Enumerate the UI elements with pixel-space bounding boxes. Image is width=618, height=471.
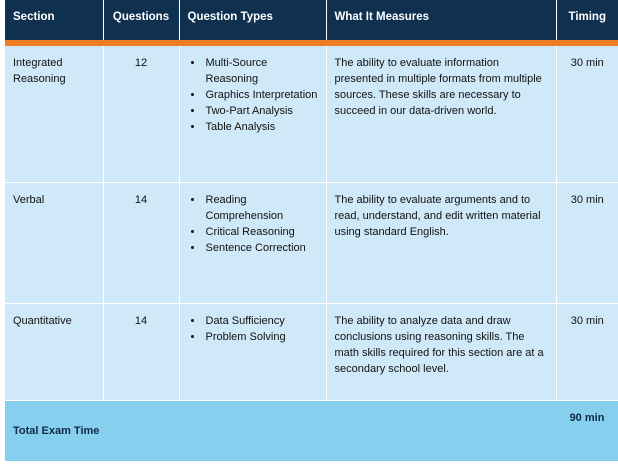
header-row [5,0,618,43]
question-type-item: • Graphics Interpretation [204,87,318,103]
row-question-count: 14 [103,183,179,304]
row-question-types [179,43,326,183]
row-question-count: 14 [103,304,179,401]
question-type-item: • Multi-Source Reasoning [204,55,318,87]
question-type-item: • Two-Part Analysis [204,103,318,119]
total-exam-time-value: 90 min [556,401,618,462]
row-section-name: Integrated Reasoning [5,43,103,183]
header-section: Section [5,0,103,43]
question-type-item: • Reading Comprehension [204,192,318,224]
table-row [5,183,618,304]
question-type-item: • Sentence Correction [204,240,318,256]
row-question-types [179,304,326,401]
row-question-count: 12 [103,43,179,183]
row-section-name: Quantitative [5,304,103,401]
question-type-item: • Table Analysis [204,119,318,135]
total-row [5,401,618,462]
row-measures: The ability to evaluate arguments and to read, understand, and edit written material using standard English. [326,183,556,304]
row-measures: The ability to evaluate information presented in multiple formats from multiple sources. These skills are necessary to succeed in our data-driven world. [326,43,556,183]
exam-sections-table [5,0,618,461]
table-row [5,43,618,183]
row-section-name: Verbal [5,183,103,304]
header-measures: What It Measures [326,0,556,43]
row-timing: 30 min [556,43,618,183]
question-type-item: • Problem Solving [204,329,318,345]
header-questions: Questions [103,0,179,43]
header-timing: Timing [556,0,618,43]
question-type-item: • Critical Reasoning [204,224,318,240]
row-measures: The ability to analyze data and draw conclusions using reasoning skills. The math skills required for this section are at a secondary school level. [326,304,556,401]
row-question-types [179,183,326,304]
row-timing: 30 min [556,304,618,401]
row-timing: 30 min [556,183,618,304]
question-type-item: • Data Sufficiency [204,313,318,329]
table-row [5,304,618,401]
total-exam-time-label: Total Exam Time [5,401,556,462]
header-question-types: Question Types [179,0,326,43]
